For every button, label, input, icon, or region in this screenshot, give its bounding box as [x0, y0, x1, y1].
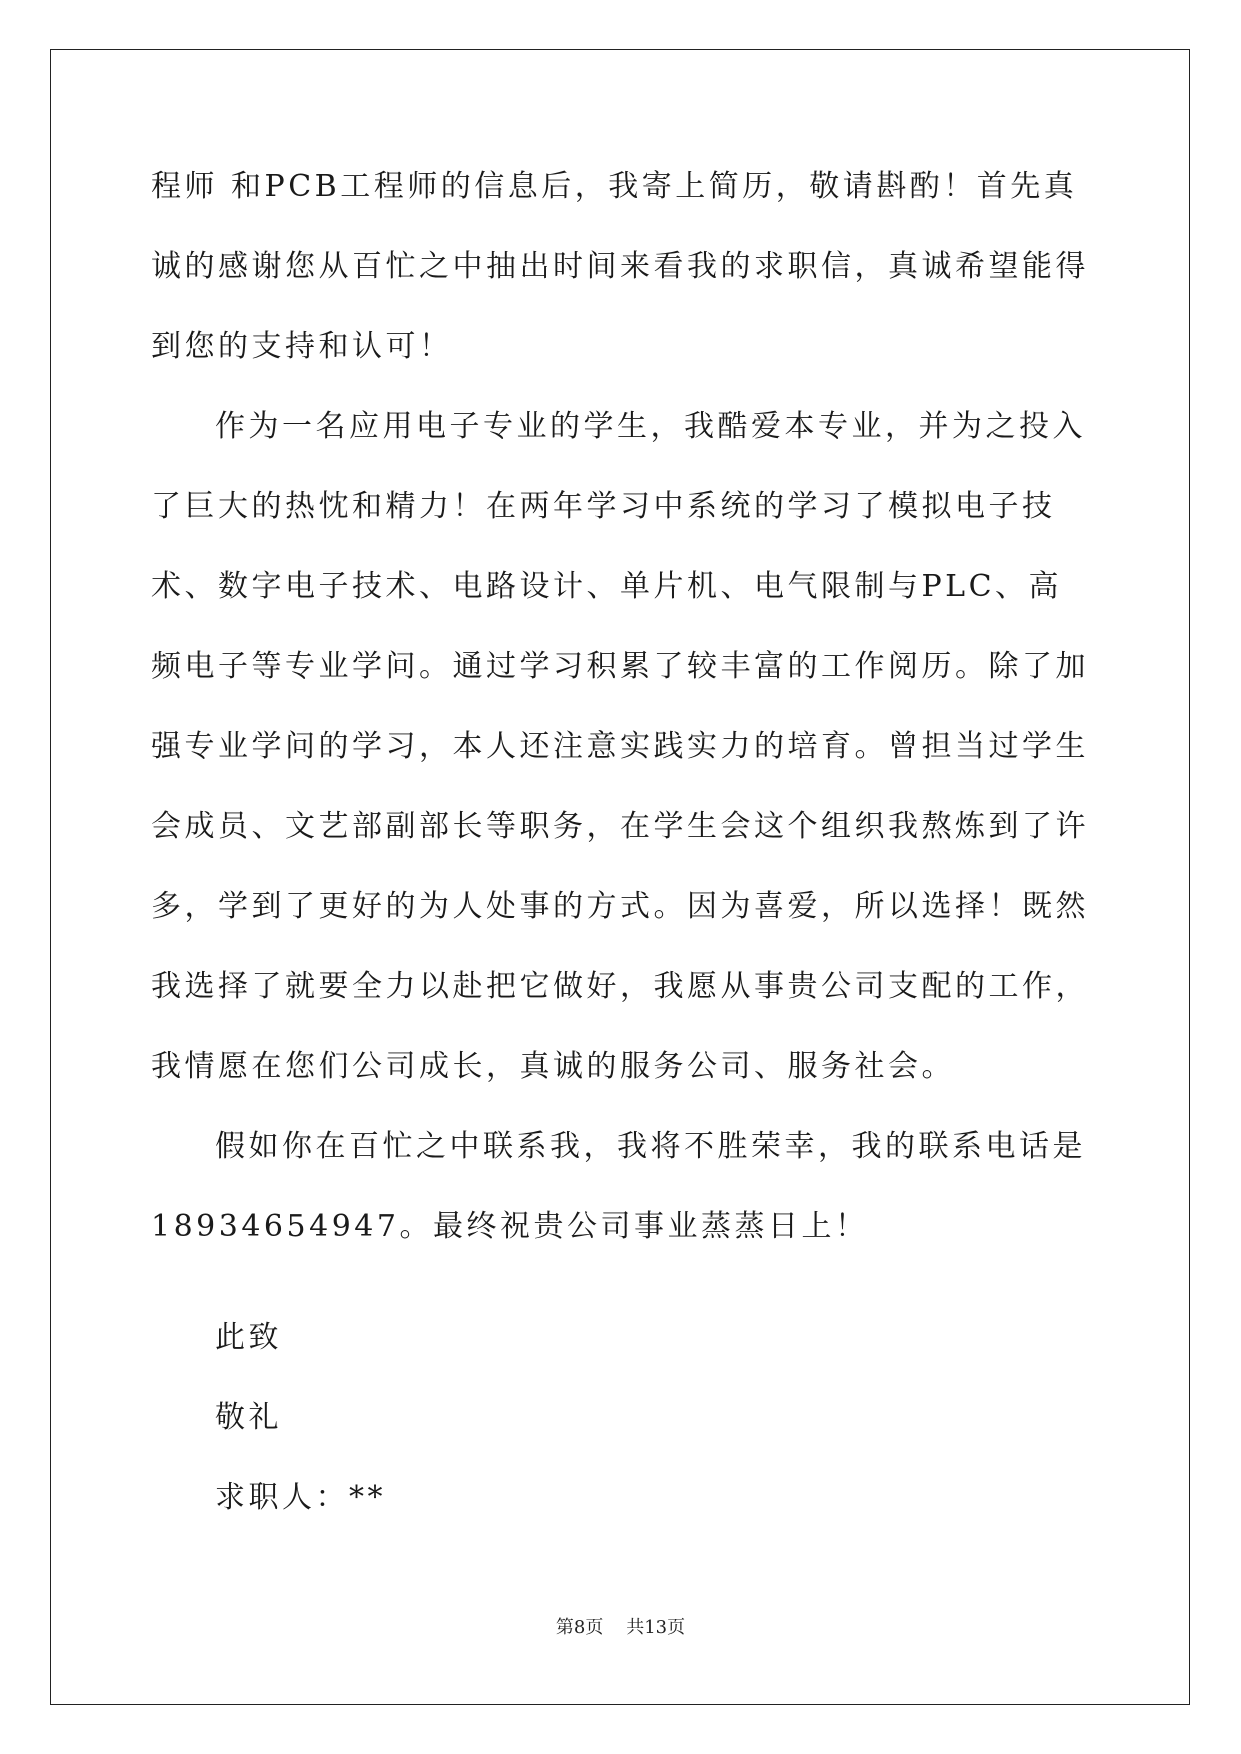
paragraph-major: 作为一名应用电子专业的学生，我酷爱本专业，并为之投入了巨大的热忱和精力！在两年学习中系统的学习了模拟电子技术、数字电子技术、电路设计、单片机、电气限制与PLC、高频电子等专业学问。通过学习积累了较丰富的工作阅历。除了加强专业学问的学习，本人还注意实践实力的培育。曾担当过学生会成员、文艺部副部长等职务，在学生会这个组织我熬炼到了许多，学到了更好的为人处事的方式。因为喜爱，所以选择！既然我选择了就要全力以赴把它做好，我愿从事贵公司支配的工作，我情愿在您们公司成长，真诚的服务公司、服务社会。 — [151, 409, 1089, 1084]
letter-body — [151, 147, 1091, 1267]
page-number: 第8页 — [555, 1617, 604, 1638]
page-total: 共13页 — [626, 1617, 686, 1638]
closing-salute: 敬礼 — [215, 1400, 282, 1435]
closing-greeting: 此致 — [215, 1320, 282, 1355]
paragraph-contact: 假如你在百忙之中联系我，我将不胜荣幸，我的联系电话是18934654947。最终祝贵公司事业蒸蒸日上！ — [151, 1129, 1086, 1244]
paragraph-intro: 程师 和PCB工程师的信息后，我寄上简历，敬请斟酌！首先真诚的感谢您从百忙之中抽出时间来看我的求职信，真诚希望能得到您的支持和认可！ — [151, 169, 1089, 364]
closing-signature: 求职人：** — [215, 1480, 386, 1515]
letter-closing — [215, 1298, 386, 1538]
page-footer — [0, 1613, 1241, 1639]
